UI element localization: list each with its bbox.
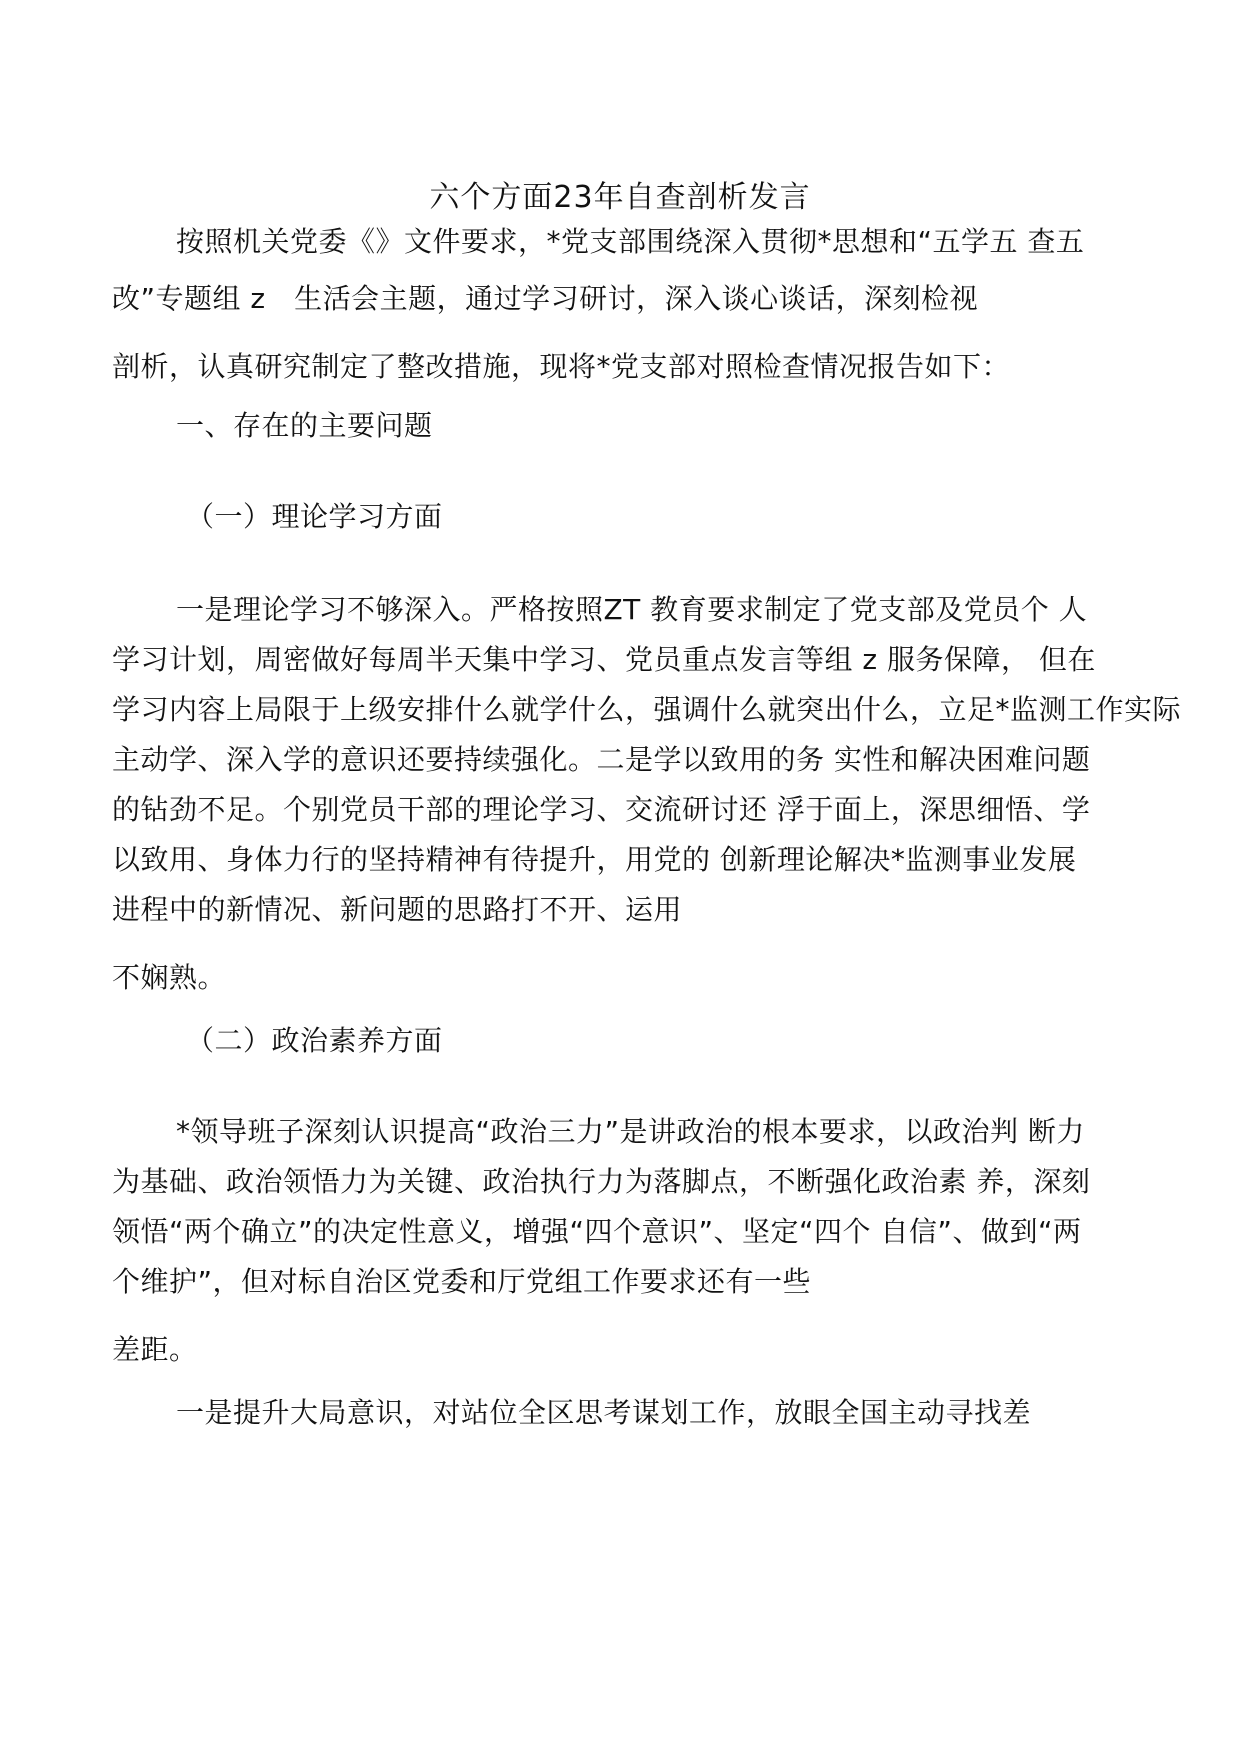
paragraph-line: 一是理论学习不够深入。严格按照ZT 教育要求制定了党支部及党员个 人 <box>176 593 1088 626</box>
paragraph-line: 学习内容上局限于上级安排什么就学什么，强调什么就突出什么，立足*监测工作实际 <box>112 693 1182 726</box>
paragraph-line: 进程中的新情况、新问题的思路打不开、运用 <box>112 893 683 926</box>
document-title: 六个方面23年自查剖析发言 <box>429 180 811 215</box>
paragraph-line: 的钻劲不足。个别党员干部的理论学习、交流研讨还 浮于面上，深思细悟、学 <box>112 793 1091 826</box>
subsection-heading: （二）政治素养方面 <box>186 1024 443 1057</box>
paragraph-line: 以致用、身体力行的坚持精神有待提升，用党的 创新理论解决*监测事业发展 <box>112 843 1077 876</box>
paragraph-line: 学习计划，周密做好每周半天集中学习、党员重点发言等组 z 服务保障， 但在 <box>112 643 1096 676</box>
paragraph-line: 按照机关党委《》文件要求，*党支部围绕深入贯彻*思想和“五学五 查五 <box>176 225 1085 258</box>
paragraph-line: 改”专题组 z 生活会主题，通过学习研讨，深入谈心谈话，深刻检视 <box>112 282 979 315</box>
paragraph-line: 为基础、政治领悟力为关键、政治执行力为落脚点，不断强化政治素 养，深刻 <box>112 1165 1091 1198</box>
paragraph-line: 个维护”，但对标自治区党委和厅党组工作要求还有一些 <box>112 1265 812 1298</box>
subsection-heading: （一）理论学习方面 <box>186 500 443 533</box>
paragraph-line: *领导班子深刻认识提高“政治三力”是讲政治的根本要求，以政治判 断力 <box>176 1115 1085 1148</box>
paragraph-line: 一是提升大局意识，对站位全区思考谋划工作，放眼全国主动寻找差 <box>176 1396 1032 1429</box>
paragraph-line: 差距。 <box>112 1333 198 1366</box>
paragraph-line: 不娴熟。 <box>112 961 227 994</box>
section-heading: 一、存在的主要问题 <box>176 409 433 442</box>
paragraph-line: 剖析，认真研究制定了整改措施，现将*党支部对照检查情况报告如下： <box>112 350 1011 383</box>
paragraph-line: 主动学、深入学的意识还要持续强化。二是学以致用的务 实性和解决困难问题 <box>112 743 1091 776</box>
paragraph-line: 领悟“两个确立”的决定性意义，增强“四个意识”、坚定“四个 自信”、做到“两 <box>112 1215 1082 1248</box>
